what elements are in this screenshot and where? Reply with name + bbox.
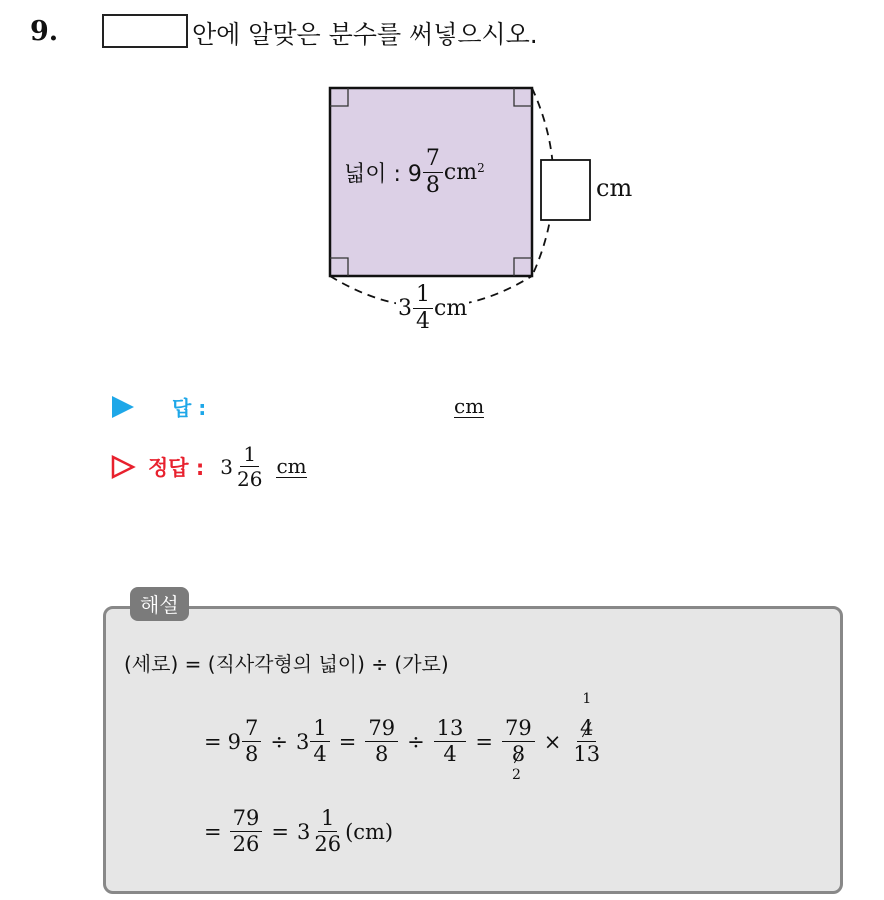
hollow-triangle-icon [110,454,136,480]
correct-answer-row [110,444,307,489]
area-fraction: $\frac{7}{8}$ [423,148,443,197]
fraction-79-26: $\frac{79}{26}$ [230,808,263,855]
play-triangle-icon [112,396,134,418]
correct-answer-value: 3 $\frac{1}{26}$ cm [220,442,307,491]
reduced-numerator: 1 [582,691,592,707]
solution-line-1: (세로) = (직사각형의 넓이) ÷ (가로) [124,652,449,676]
correct-fraction: $\frac{1}{26}$ [237,442,263,491]
fraction-79-8: $\frac{79}{8}$ [365,718,398,765]
solution-line-2: = 9 $\frac{7}{8}$ ÷ 3 $\frac{1}{4}$ = $\frac{79}{8}$ ÷ $\frac{13}{4}$ = 79 8 2 × 1 4 13 [204,718,604,765]
answer-unit: cm [454,394,485,418]
question-prompt: 안에 알맞은 분수를 써넣으시오. [192,20,538,49]
width-fraction: $\frac{1}{4}$ [413,284,433,333]
width-label: 3 $\frac{1}{4}$ cm [398,282,468,334]
reduced-denominator: 2 [512,767,521,783]
question-number: 9. [30,16,59,47]
fraction-13-4: $\frac{13}{4}$ [434,718,467,765]
fraction-7-8: $\frac{7}{8}$ [242,718,261,765]
fraction-4-13-cancelled: 1 4 13 [573,691,601,766]
answer-row [112,392,206,421]
height-blank-box [541,160,590,220]
solution-tab: 해설 [130,587,189,621]
fraction-1-4: $\frac{1}{4}$ [310,718,329,765]
height-unit-label: cm [596,174,633,202]
area-unit: cm [443,160,478,185]
correct-answer-label: 정답 : [148,455,205,480]
solution-line-3: = $\frac{79}{26}$ = 3 $\frac{1}{26}$ (cm) [204,806,394,856]
area-label [344,148,485,197]
area-prefix: 넓이 : 9 [344,162,422,187]
correct-unit: cm [276,453,307,478]
answer-label: 답 : [172,396,207,420]
fraction-79-8-cancelled: 79 8 2 [502,718,535,765]
area-unit-exponent: 2 [477,160,485,175]
fraction-1-26: $\frac{1}{26}$ [314,806,342,856]
